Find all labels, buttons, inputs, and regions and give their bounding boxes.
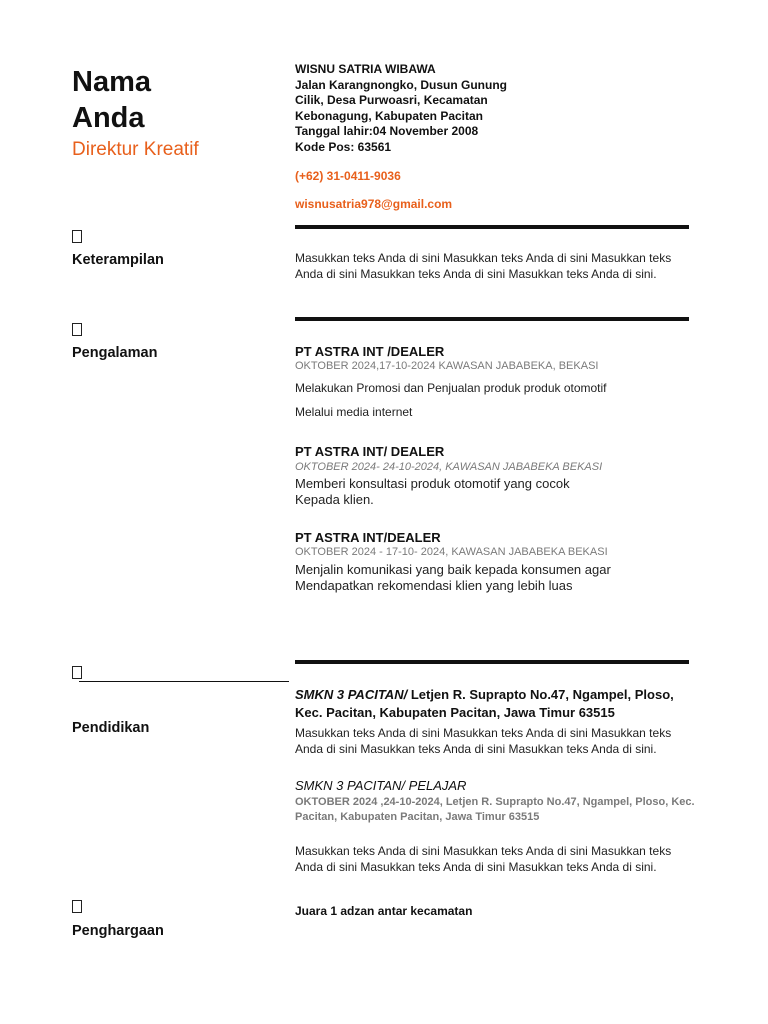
section-title-awards: Penghargaan xyxy=(72,923,164,939)
education-entry-title xyxy=(295,686,695,722)
document-icon xyxy=(72,230,82,243)
job-description-line: Mendapatkan rekomendasi klien yang lebih luas xyxy=(295,578,573,593)
contact-block xyxy=(295,62,695,155)
section-title-skills: Keterampilan xyxy=(72,252,164,268)
contact-postal: Kode Pos: 63561 xyxy=(295,139,392,154)
education-text xyxy=(295,726,695,757)
education-meta xyxy=(295,795,695,824)
education-meta-line-2: Pacitan, Kabupaten Pacitan, Jawa Timur 63515 xyxy=(295,810,540,823)
skills-text-line-2: Anda di sini Masukkan teks Anda di sini Masukkan teks Anda di sini. xyxy=(295,266,657,281)
contact-address-1: Jalan Karangnongko, Dusun Gunung xyxy=(295,77,508,92)
document-icon xyxy=(72,900,82,913)
job-meta: OKTOBER 2024,17-10-2024 KAWASAN JABABEKA, BEKASI xyxy=(295,360,599,372)
name-line-1: Nama xyxy=(72,66,151,98)
document-icon xyxy=(72,666,82,679)
job-description: Melakukan Promosi dan Penjualan produk produk otomotif xyxy=(295,381,607,395)
left-underline xyxy=(79,681,289,682)
education-text-line-1: Masukkan teks Anda di sini Masukkan teks Anda di sini Masukkan teks xyxy=(295,844,672,858)
education-meta-line-1: OKTOBER 2024 ,24-10-2024, Letjen R. Suprapto No.47, Ngampel, Ploso, Kec. xyxy=(295,796,695,808)
name-line-2: Anda xyxy=(72,102,145,134)
skills-text-line-1: Masukkan teks Anda di sini Masukkan teks Anda di sini Masukkan teks xyxy=(295,251,672,265)
section-title-education: Pendidikan xyxy=(72,720,150,736)
role-title: Direktur Kreatif xyxy=(72,139,199,160)
contact-phone: (+62) 31-0411-9036 xyxy=(295,169,401,183)
education-title-line-1 xyxy=(295,686,695,704)
skills-text xyxy=(295,251,695,282)
job-description-line: Memberi konsultasi produk otomotif yang cocok xyxy=(295,476,570,491)
school-address: Letjen R. Suprapto No.47, Ngampel, Ploso, xyxy=(407,687,674,702)
job-description-line: Menjalin komunikasi yang baik kepada konsumen agar xyxy=(295,562,611,577)
job-meta: OKTOBER 2024- 24-10-2024, KAWASAN JABABEKA BEKASI xyxy=(295,461,603,473)
school-name: SMKN 3 PACITAN/ xyxy=(295,687,408,702)
education-entry-title: SMKN 3 PACITAN/ PELAJAR xyxy=(295,778,467,793)
education-title-line-2: Kec. Pacitan, Kabupaten Pacitan, Jawa Timur 63515 xyxy=(295,705,615,720)
name-heading xyxy=(72,64,151,136)
section-title-experience: Pengalaman xyxy=(72,345,158,361)
job-title: PT ASTRA INT/ DEALER xyxy=(295,444,445,459)
document-icon xyxy=(72,323,82,336)
contact-email[interactable]: wisnusatria978@gmail.com xyxy=(295,197,453,211)
award-item: Juara 1 adzan antar kecamatan xyxy=(295,904,473,918)
education-text-line-2: Anda di sini Masukkan teks Anda di sini Masukkan teks Anda di sini. xyxy=(295,859,657,874)
job-description: Melalui media internet xyxy=(295,405,413,419)
job-title: PT ASTRA INT/DEALER xyxy=(295,530,441,545)
contact-birth: Tanggal lahir:04 November 2008 xyxy=(295,124,479,138)
job-meta: OKTOBER 2024 - 17-10- 2024, KAWASAN JABABEKA BEKASI xyxy=(295,546,608,558)
section-divider xyxy=(295,317,689,321)
job-title: PT ASTRA INT /DEALER xyxy=(295,344,445,359)
education-text-line-1: Masukkan teks Anda di sini Masukkan teks Anda di sini Masukkan teks xyxy=(295,726,672,740)
contact-address-3: Kebonagung, Kabupaten Pacitan xyxy=(295,108,484,123)
job-description xyxy=(295,476,695,508)
contact-name: WISNU SATRIA WIBAWA xyxy=(295,62,436,76)
section-divider xyxy=(295,225,689,229)
education-text xyxy=(295,844,695,875)
contact-address-2: Cilik, Desa Purwoasri, Kecamatan xyxy=(295,93,488,107)
job-description-line: Kepada klien. xyxy=(295,492,374,507)
job-description xyxy=(295,562,695,594)
section-divider xyxy=(295,660,689,664)
education-text-line-2: Anda di sini Masukkan teks Anda di sini Masukkan teks Anda di sini. xyxy=(295,741,657,756)
